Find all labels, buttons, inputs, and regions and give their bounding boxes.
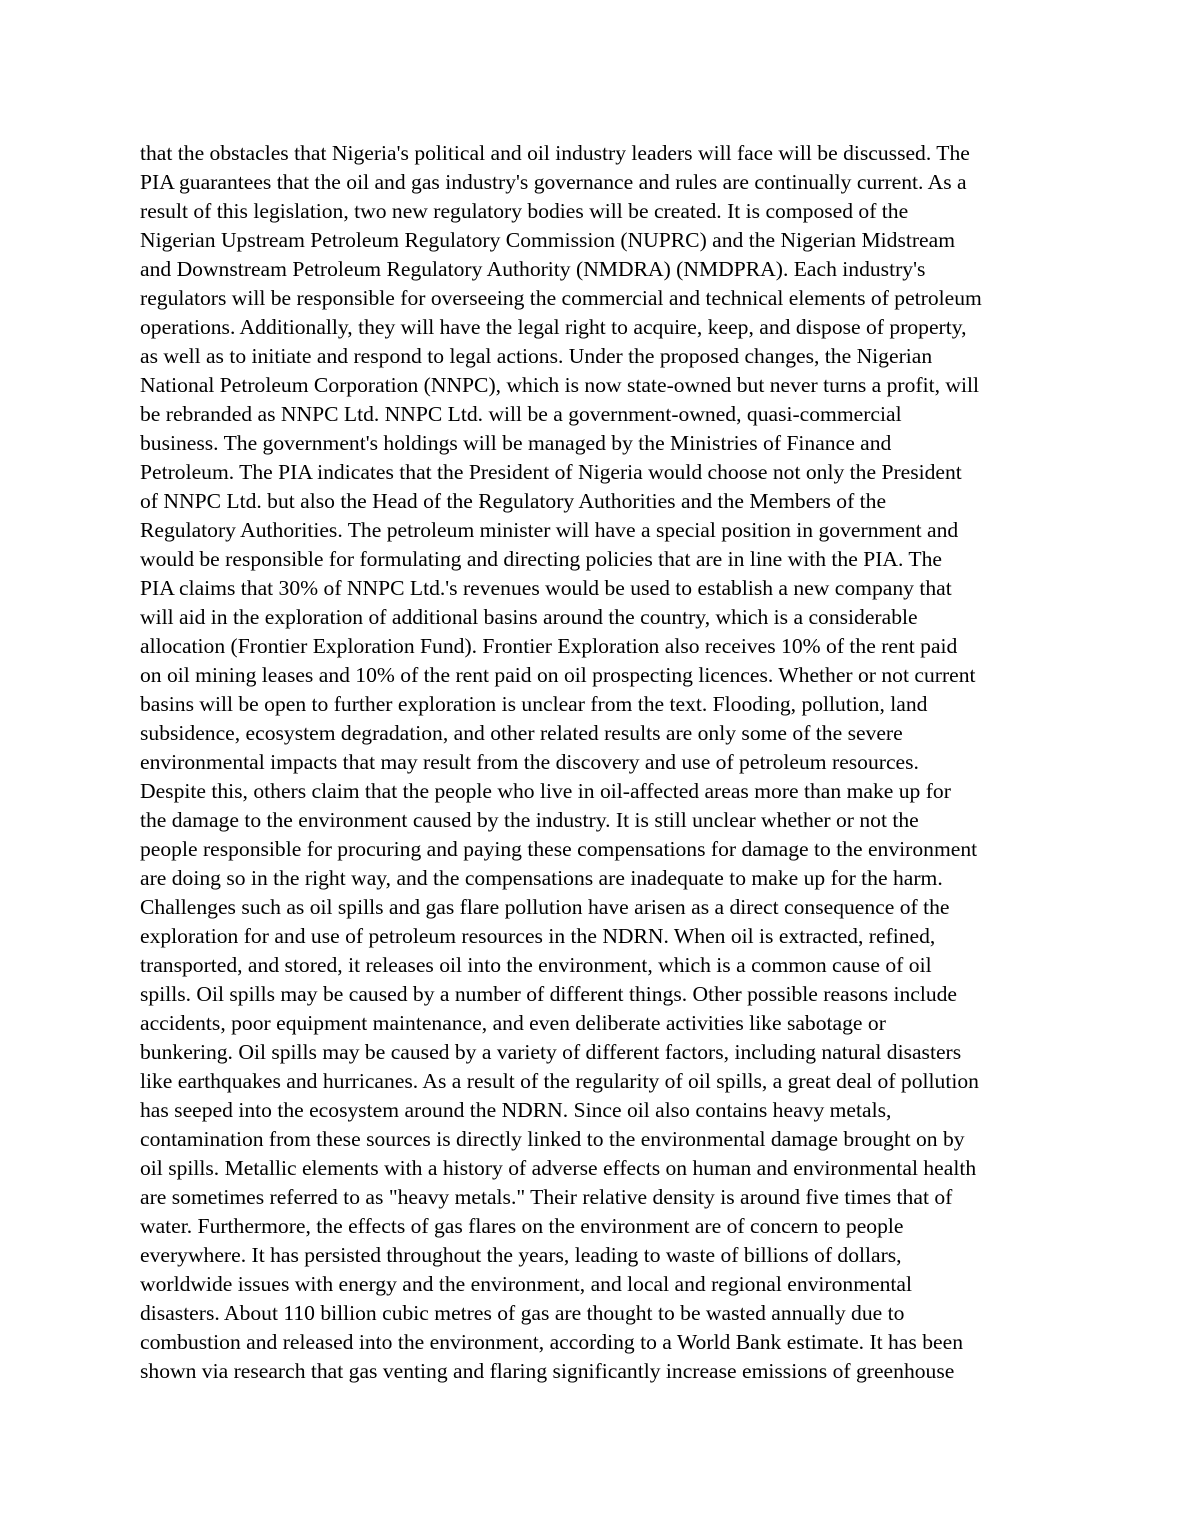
text-line: regulators will be responsible for overseeing the commercial and technical elements of petroleum xyxy=(140,286,982,310)
text-line: oil spills. Metallic elements with a history of adverse effects on human and environmental health xyxy=(140,1156,977,1180)
text-line: Challenges such as oil spills and gas flare pollution have arisen as a direct consequence of the xyxy=(140,895,950,919)
text-line: would be responsible for formulating and directing policies that are in line with the PIA. The xyxy=(140,547,942,571)
text-line: on oil mining leases and 10% of the rent paid on oil prospecting licences. Whether or not current xyxy=(140,663,976,687)
text-line: combustion and released into the environment, according to a World Bank estimate. It has been xyxy=(140,1330,963,1354)
text-line: operations. Additionally, they will have the legal right to acquire, keep, and dispose of property, xyxy=(140,315,967,339)
text-line: and Downstream Petroleum Regulatory Authority (NMDRA) (NMDPRA). Each industry's xyxy=(140,257,926,281)
text-line: business. The government's holdings will be managed by the Ministries of Finance and xyxy=(140,431,892,455)
text-line: shown via research that gas venting and flaring significantly increase emissions of greenhouse xyxy=(140,1359,955,1383)
text-line: as well as to initiate and respond to legal actions. Under the proposed changes, the Nigerian xyxy=(140,344,933,368)
text-line: like earthquakes and hurricanes. As a result of the regularity of oil spills, a great deal of pollution xyxy=(140,1069,979,1093)
text-line: spills. Oil spills may be caused by a number of different things. Other possible reasons include xyxy=(140,982,958,1006)
text-line: has seeped into the ecosystem around the NDRN. Since oil also contains heavy metals, xyxy=(140,1098,892,1122)
text-line: transported, and stored, it releases oil into the environment, which is a common cause of oil xyxy=(140,953,932,977)
text-line: National Petroleum Corporation (NNPC), which is now state-owned but never turns a profit, will xyxy=(140,373,980,397)
text-line: be rebranded as NNPC Ltd. NNPC Ltd. will be a government-owned, quasi-commercial xyxy=(140,402,902,426)
text-line: that the obstacles that Nigeria's political and oil industry leaders will face will be discussed. The xyxy=(140,141,970,165)
text-line: PIA guarantees that the oil and gas industry's governance and rules are continually current. As a xyxy=(140,170,967,194)
text-line: people responsible for procuring and paying these compensations for damage to the environment xyxy=(140,837,978,861)
text-line: everywhere. It has persisted throughout the years, leading to waste of billions of dollars, xyxy=(140,1243,902,1267)
text-line: Petroleum. The PIA indicates that the President of Nigeria would choose not only the President xyxy=(140,460,962,484)
text-line: Regulatory Authorities. The petroleum minister will have a special position in government and xyxy=(140,518,959,542)
text-line: basins will be open to further exploration is unclear from the text. Flooding, pollution, land xyxy=(140,692,928,716)
text-line: Despite this, others claim that the people who live in oil-affected areas more than make up for xyxy=(140,779,951,803)
text-line: allocation (Frontier Exploration Fund). Frontier Exploration also receives 10% of the rent paid xyxy=(140,634,958,658)
text-line: contamination from these sources is directly linked to the environmental damage brought on by xyxy=(140,1127,965,1151)
text-line: worldwide issues with energy and the environment, and local and regional environmental xyxy=(140,1272,912,1296)
text-line: bunkering. Oil spills may be caused by a variety of different factors, including natural disasters xyxy=(140,1040,962,1064)
text-line: environmental impacts that may result from the discovery and use of petroleum resources. xyxy=(140,750,919,774)
text-line: are sometimes referred to as "heavy metals." Their relative density is around five times that of xyxy=(140,1185,953,1209)
text-line: will aid in the exploration of additional basins around the country, which is a considerable xyxy=(140,605,918,629)
text-line: of NNPC Ltd. but also the Head of the Regulatory Authorities and the Members of the xyxy=(140,489,887,513)
text-line: PIA claims that 30% of NNPC Ltd.'s revenues would be used to establish a new company that xyxy=(140,576,952,600)
text-line: result of this legislation, two new regulatory bodies will be created. It is composed of the xyxy=(140,199,909,223)
text-line: exploration for and use of petroleum resources in the NDRN. When oil is extracted, refined, xyxy=(140,924,936,948)
body-paragraph xyxy=(140,139,1060,1386)
text-line: Nigerian Upstream Petroleum Regulatory Commission (NUPRC) and the Nigerian Midstream xyxy=(140,228,956,252)
text-line: water. Furthermore, the effects of gas flares on the environment are of concern to people xyxy=(140,1214,904,1238)
text-line: the damage to the environment caused by the industry. It is still unclear whether or not the xyxy=(140,808,919,832)
text-line: are doing so in the right way, and the compensations are inadequate to make up for the harm. xyxy=(140,866,943,890)
text-line: subsidence, ecosystem degradation, and other related results are only some of the severe xyxy=(140,721,903,745)
text-line: accidents, poor equipment maintenance, and even deliberate activities like sabotage or xyxy=(140,1011,886,1035)
text-line: disasters. About 110 billion cubic metres of gas are thought to be wasted annually due to xyxy=(140,1301,905,1325)
